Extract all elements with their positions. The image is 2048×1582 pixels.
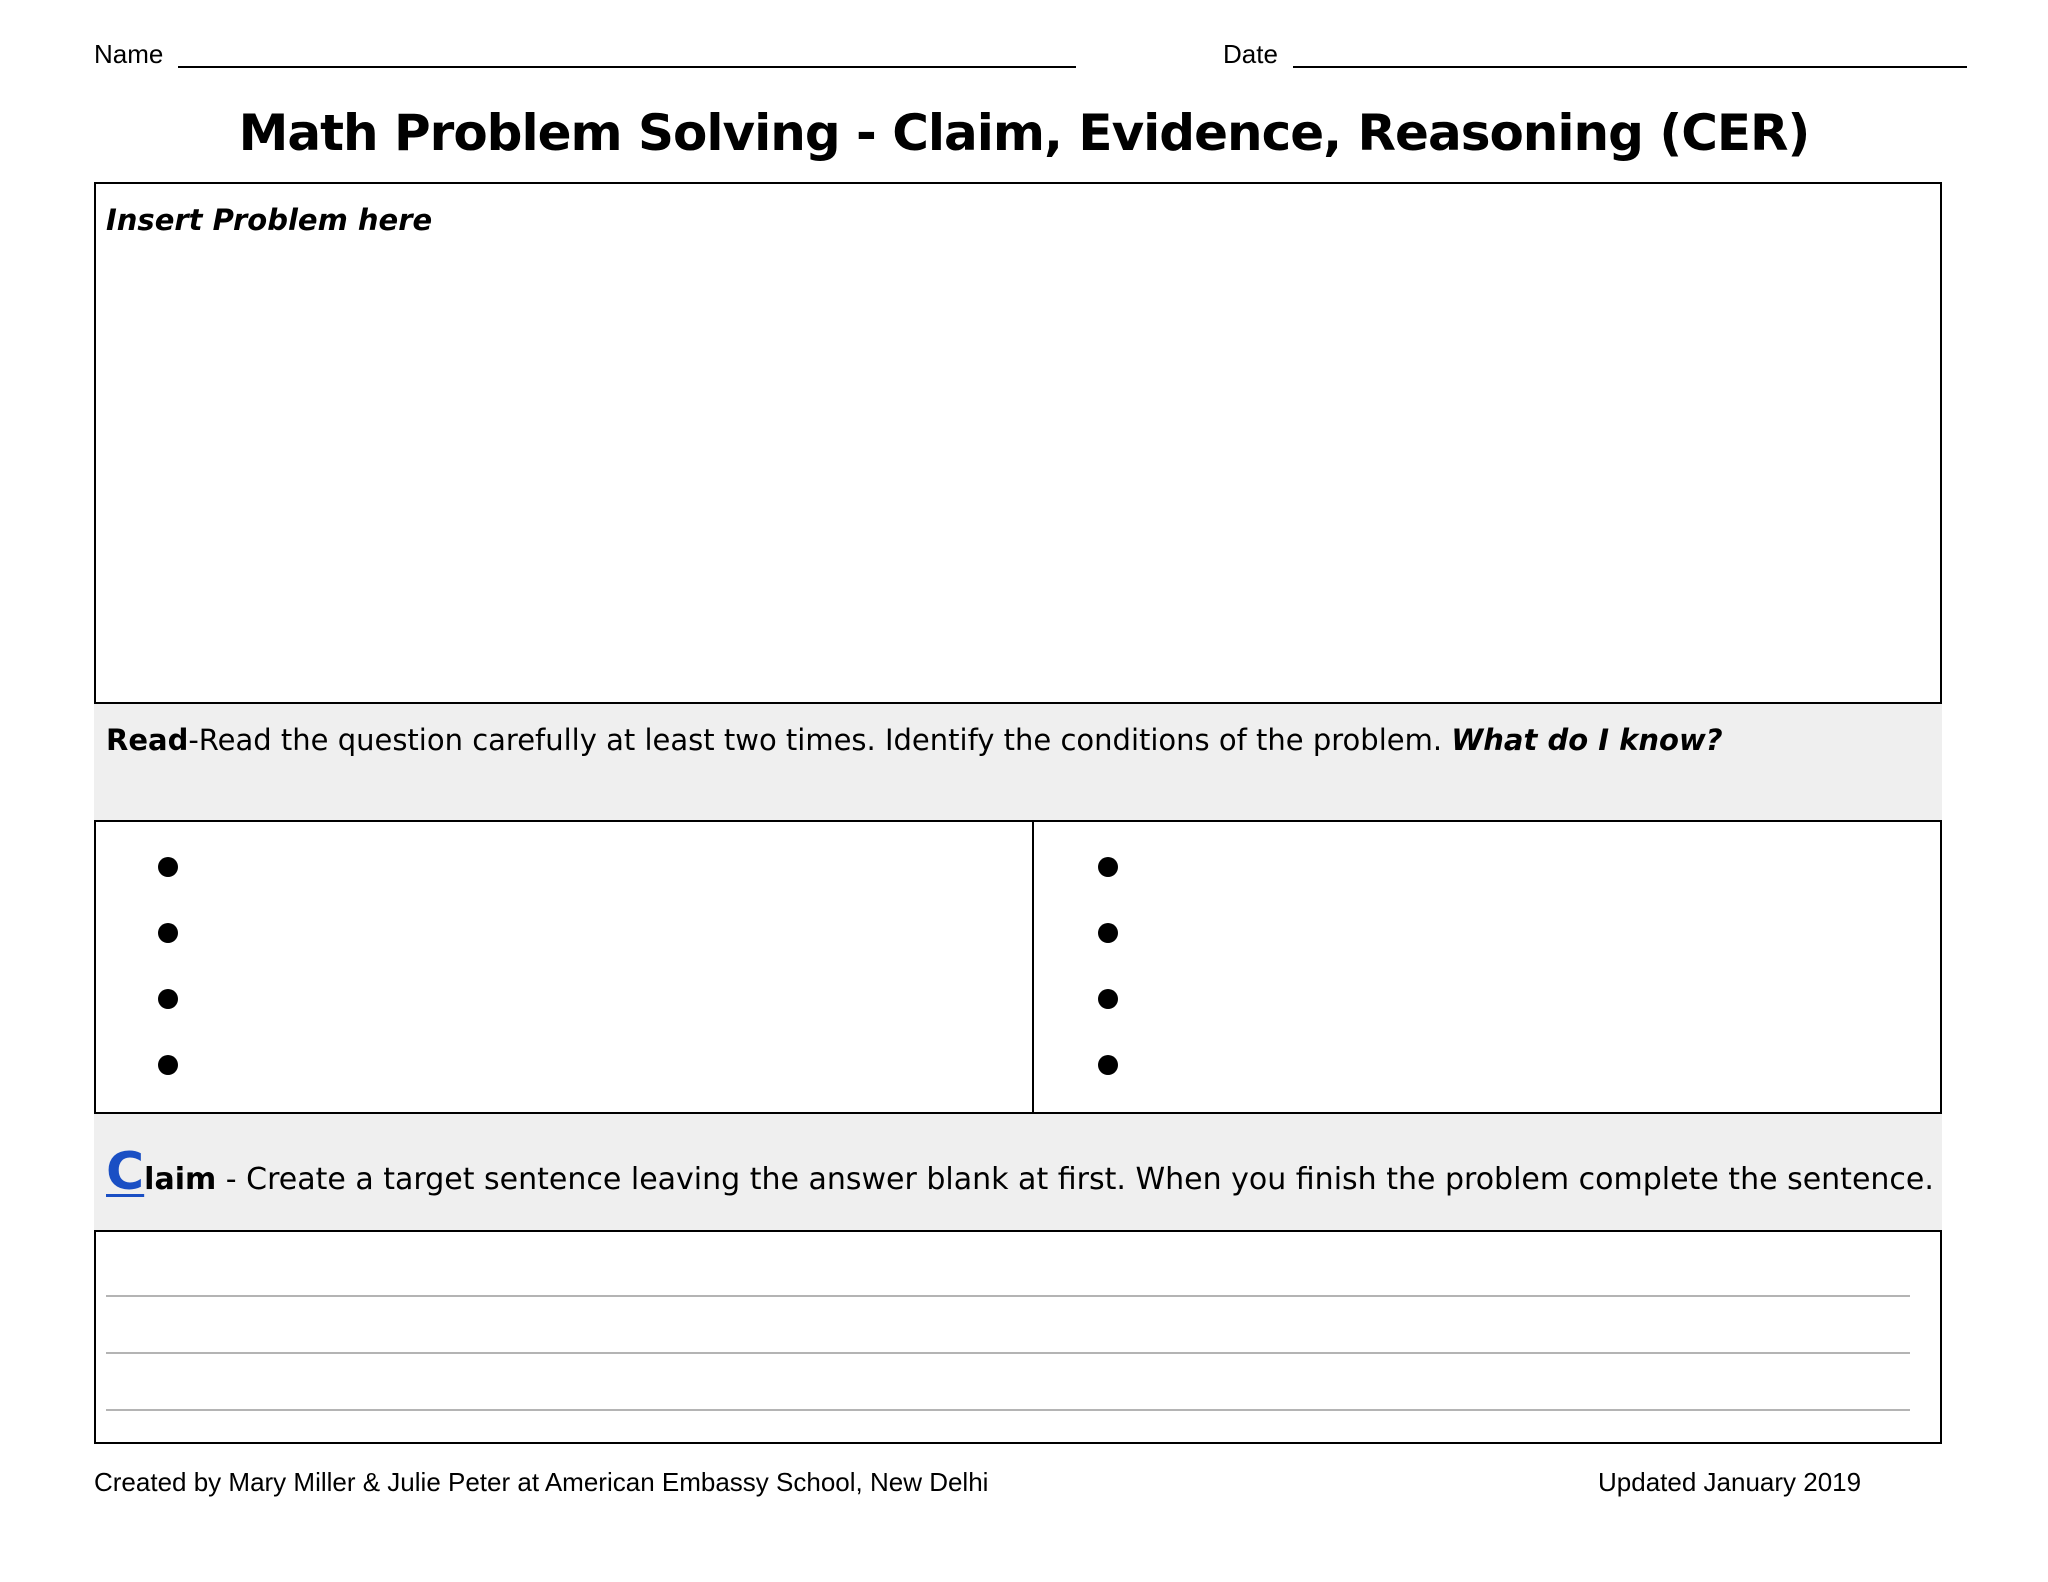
date-label: Date — [1223, 39, 1278, 69]
footer-updated: Updated January 2019 — [1598, 1467, 1862, 1497]
bullet-dot-icon — [158, 1055, 178, 1075]
writing-line[interactable] — [106, 1409, 1910, 1411]
problem-prompt: Insert Problem here — [106, 203, 433, 237]
writing-line[interactable] — [106, 1352, 1910, 1354]
problem-area[interactable] — [96, 250, 1940, 700]
name-line[interactable] — [178, 66, 1076, 68]
read-bold-word: Read — [106, 723, 189, 757]
read-instruction — [106, 720, 1723, 760]
bullet-dot-icon — [158, 989, 178, 1009]
read-instruction-text: -Read the question carefully at least two times. Identify the conditions of the problem. — [188, 723, 1452, 757]
bullet-dot-icon — [1098, 857, 1118, 877]
bullet-dot-icon — [1098, 1055, 1118, 1075]
writing-line[interactable] — [106, 1295, 1910, 1297]
know-column-right[interactable] — [1034, 822, 1940, 1114]
claim-instruction — [106, 1142, 1934, 1206]
bullet-dot-icon — [158, 923, 178, 943]
claim-word-rest: laim — [144, 1162, 217, 1197]
bullet-dot-icon — [1098, 923, 1118, 943]
page-title: Math Problem Solving - Claim, Evidence, Reasoning (CER) — [238, 104, 1810, 162]
bullet-dot-icon — [158, 857, 178, 877]
claim-initial-letter: C — [106, 1142, 145, 1202]
claim-instruction-text: - Create a target sentence leaving the answer blank at first. When you finish the problem complete the sentence. — [216, 1162, 1934, 1197]
bullet-dot-icon — [1098, 989, 1118, 1009]
name-label: Name — [94, 39, 164, 69]
footer-credit: Created by Mary Miller & Julie Peter at American Embassy School, New Delhi — [94, 1467, 989, 1497]
know-column-left[interactable] — [96, 822, 1030, 1114]
read-question: What do I know? — [1451, 723, 1723, 757]
date-line[interactable] — [1293, 66, 1967, 68]
